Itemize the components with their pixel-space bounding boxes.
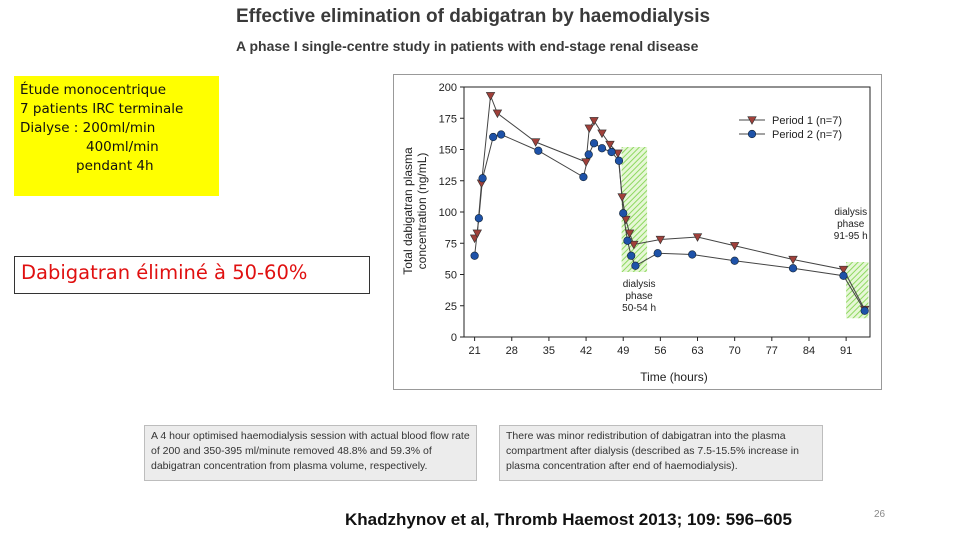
- legend-marker: [748, 130, 756, 138]
- x-tick-label: 42: [579, 345, 593, 357]
- data-point-series-2: [479, 174, 487, 182]
- concentration-chart: [394, 75, 881, 389]
- x-tick-label: 56: [654, 345, 667, 357]
- x-tick-label: 35: [542, 345, 556, 357]
- y-tick-label: 25: [444, 300, 457, 313]
- y-tick-label: 200: [438, 82, 457, 94]
- data-point-series-1: [493, 110, 501, 118]
- data-point-series-2: [585, 151, 593, 159]
- data-point-series-2: [688, 251, 696, 259]
- annotation-text: 91-95 h: [833, 231, 868, 242]
- data-point-series-2: [590, 139, 598, 147]
- annotation-text: dialysis: [622, 279, 656, 290]
- data-point-series-2: [615, 157, 623, 165]
- x-tick-label: 63: [691, 345, 704, 357]
- y-tick-label: 75: [444, 238, 457, 251]
- data-point-series-2: [598, 144, 606, 152]
- data-point-series-1: [598, 130, 606, 138]
- data-point-series-2: [471, 252, 479, 260]
- y-tick-label: 50: [444, 269, 457, 282]
- y-tick-label: 125: [438, 175, 457, 188]
- legend-label: Period 1 (n=7): [772, 115, 843, 127]
- summary-line-3: Dialyse : 200ml/min: [20, 120, 156, 136]
- data-point-series-1: [486, 92, 494, 100]
- y-axis-label-line-2: concentration (ng/mL): [415, 152, 429, 270]
- y-axis-label-line-1: Total dabigatran plasma: [401, 147, 415, 275]
- x-tick-label: 77: [765, 345, 778, 357]
- annotation-layer: [622, 207, 868, 314]
- y-tick-label: 175: [438, 113, 457, 126]
- chart-frame: [393, 74, 882, 390]
- data-point-series-2: [535, 147, 543, 155]
- data-point-series-2: [627, 252, 635, 260]
- x-axis-label: Time (hours): [640, 370, 708, 384]
- series-line-1: [475, 96, 868, 310]
- elimination-callout: Dabigatran éliminé à 50-60%: [14, 256, 370, 294]
- annotation-text: phase: [625, 291, 653, 302]
- data-point-series-2: [731, 257, 739, 265]
- data-point-series-2: [475, 214, 483, 222]
- data-point-series-2: [840, 272, 848, 280]
- data-point-series-2: [497, 131, 505, 139]
- summary-line-1: Étude monocentrique: [20, 82, 167, 98]
- data-point-series-1: [590, 117, 598, 125]
- caption-redistribution: There was minor redistribution of dabigatran into the plasma compartment after dialysis (described as 7.5-15.5% increase in plasma concentration after end of haemodialysis).: [499, 425, 823, 481]
- data-point-series-2: [608, 148, 616, 156]
- x-tick-label: 49: [617, 345, 630, 357]
- x-tick-label: 21: [468, 345, 481, 357]
- data-point-series-2: [580, 173, 588, 181]
- summary-line-2: 7 patients IRC terminale: [20, 101, 184, 117]
- caption-removal: A 4 hour optimised haemodialysis session with actual blood flow rate of 200 and 350-395 ml/minute removed 48.8% and 59.3% of dabigatran concentration from plasma volume, respectively.: [144, 425, 477, 481]
- citation: Khadzhynov et al, Thromb Haemost 2013; 109: 596–605: [345, 510, 792, 529]
- slide-subtitle: A phase I single-centre study in patients with end-stage renal disease: [236, 38, 699, 54]
- legend-label: Period 2 (n=7): [772, 129, 843, 141]
- annotation-text: 50-54 h: [622, 303, 657, 314]
- y-tick-label: 0: [450, 332, 457, 344]
- annotation-text: phase: [837, 219, 865, 230]
- x-tick-label: 84: [802, 345, 816, 357]
- data-point-series-2: [624, 237, 632, 245]
- data-point-series-1: [585, 125, 593, 133]
- data-point-series-1: [531, 139, 539, 147]
- data-point-series-2: [619, 209, 627, 217]
- data-point-series-2: [489, 133, 497, 141]
- summary-line-4: 400ml/min: [86, 139, 159, 155]
- y-tick-label: 150: [438, 144, 457, 157]
- x-tick-label: 91: [839, 345, 853, 357]
- chart-legend: [739, 115, 842, 141]
- data-point-series-2: [789, 264, 797, 272]
- x-tick-label: 70: [728, 345, 741, 357]
- data-point-series-2: [654, 249, 662, 257]
- dialysis-shading-layer: [622, 147, 869, 318]
- page-number: 26: [874, 509, 886, 520]
- annotation-text: dialysis: [834, 207, 868, 218]
- data-point-series-2: [632, 262, 640, 270]
- x-tick-label: 28: [505, 345, 518, 357]
- study-summary-box: [14, 76, 219, 196]
- y-tick-label: 100: [438, 207, 457, 219]
- slide-title: Effective elimination of dabigatran by haemodialysis: [236, 6, 711, 27]
- data-point-series-2: [861, 307, 869, 315]
- series-line-2: [475, 135, 868, 311]
- data-point-series-1: [582, 159, 590, 167]
- summary-line-5: pendant 4h: [76, 158, 154, 174]
